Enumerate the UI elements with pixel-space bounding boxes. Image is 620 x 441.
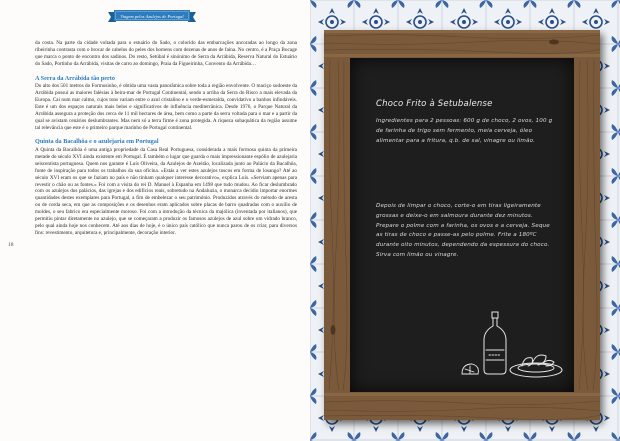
- header-ribbon-text: Viagem pelos Azulejos de Portugal: [120, 14, 184, 19]
- section-heading-bacalhoa: Quinta da Bacalhôa e o azulejaria em Portugal: [35, 138, 159, 146]
- recipe-ingredients: Ingredientes para 2 pessoas: 600 g de choco, 2 ovos, 100 g de farinha de trigo sem fermento, meia cerveja, óleo alimentar para a fritura, q.b. de sal, vinagre ou limão.: [376, 118, 553, 144]
- section-heading-arrabida: A Serra da Arrábida tão perto: [35, 74, 115, 82]
- recipe-preparation: Depois de limpar o choco, corte-o em tiras ligeiramente grossas e deixe-o em salmoura durante dez minutos. Prepare o polme com a farinha, os ovos e a cerveja. Seque as tiras de choco e passe-as pelo polme. Frite a 180ºC durante oito minutos, dependendo da espessura do choco. Sirva com limão ou vinagre.: [376, 203, 550, 258]
- header-ribbon: [108, 10, 196, 23]
- chalk-drawing: [458, 306, 568, 388]
- vinegar-bottle-icon: [484, 312, 506, 374]
- section-body-bacalhoa: A Quinta da Bacalhôa é uma antiga propriedade da Casa Real Portuguesa, considerada a mais formosa quinta da primeira metade do século XVI ainda existente em Portugal. É também o lugar que guarda o mais impressionante espólio de azulejaria seiscentista portuguesa. Quem nos garante é Luís Oliveira, da Azulejos de Azeitão, localizada junto ao Palácio da Bacalhôa, fonte de inspiração para todos os trabalhos da sua oficina. «Estás a ver estes azulejos toscos em forma de losango? Até ao século XVI eram os que se faziam no país e não tinham qualquer interesse decorativo», explica Luís. «Serviam apenas para revestir o chão ou as fontes.» Foi com a visita do rei D. Manuel à Espanha em 1498 que tudo mudou. Ao ficar deslumbrado com os azulejos dos palácios, das igrejas e dos edifícios reais, sobretudo na Andaluzia, o monarca decidiu importar enormes quantidades destes exemplares para Portugal, a fim de embelezar o seu património. Produzidos através do método de aresta ou de corda seca, em que as composições e os desenhos eram aplicados sobre placas de barro quadradas com o auxílio de moldes, o seu fabrico era especialmente moroso. Foi com a introdução da técnica da majólica (inventada por italianos), que permitiu pintar diretamente no azulejo, que se começaram a produzir os famosos azulejos de azul sobre um vidrado branco, pelo qual ainda hoje nos conhecem. Até aos dias de hoje, é o único país católico que nunca parou de os criar, para diversos fins: revestimento, arquitetura e, principalmente, decoração interior.: [35, 146, 297, 236]
- right-page-photo: [310, 0, 620, 441]
- chalkboard: [350, 58, 574, 392]
- lemon-icon: [462, 364, 478, 374]
- page-number: 18: [8, 242, 14, 248]
- article-column: [35, 40, 297, 237]
- fried-squid-plate-icon: [510, 355, 562, 377]
- intro-paragraph: da costa. Na parte da cidade voltada para o estuário do Sado, o colorido das embarcações ancoradas ao longo da zona ribeirinha contrasta com o brocar de cabelos do peles dos homens com dezenas de anos de faina. No centro, é a Praça Bocage que marca o ponto de encontro dos sadinos. Do resto, Setúbal é sinónimo de Serra da Arrábida, Reserva Natural do Estuário do Sado, Portinho da Arrábida, visitas de carro ao domingo, Praia da Figueirinha, Convento da Arrábida…: [35, 40, 297, 67]
- recipe-title: Choco Frito à Setubalense: [376, 99, 493, 109]
- wooden-frame: [324, 30, 600, 420]
- section-body-arrabida: Do alto dos 501 metros do Formosinho, é obtida uma vasta panorâmica sobre toda a região envolvente. O maciço sudoeste da Arrábida possui as maiores falésias à beira-mar de Portugal Continental, sendo a arriba da Serra do Risco a mais elevada da Europa. Cai num mar calmo, cujos tons variam entre o azul cristalino e o verde-esmeralda, convidativo a banhos infindáveis. Este é um dos espaços naturais mais belos e significativos de influência mediterrânica. Desde 1976, o Parque Natural da Arrábida assegura a proteção dos cerca de 11 mil hectares de área, bem como a parte da serra voltada para o mar e a partir da qual se avistam cenários deslumbrantes. Mas nem só a terra firme é zona protegida. A riqueza subaquática da região assume tal relevância que este é o primeiro parque marinho de Portugal continental.: [35, 83, 297, 131]
